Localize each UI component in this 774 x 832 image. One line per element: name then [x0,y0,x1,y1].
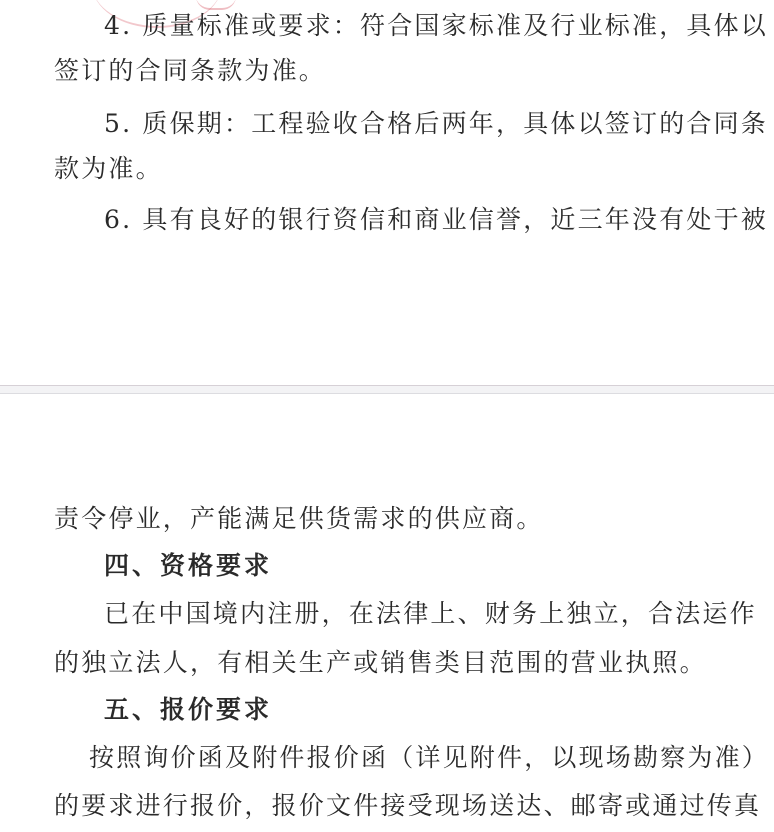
qualification-line-1: 已在中国境内注册，在法律上、财务上独立，合法运作 [104,599,757,628]
document-page-bottom [0,394,774,832]
qualification-line-2: 的独立法人，有相关生产或销售类目范围的营业执照。 [54,648,707,677]
quotation-line-2: 的要求进行报价，报价文件接受现场送达、邮寄或通过传真 [54,791,762,820]
clause-5-line-1: 5. 质保期：工程验收合格后两年，具体以签订的合同条 [104,109,769,138]
clause-4-line-1: 4. 质量标准或要求：符合国家标准及行业标准，具体以 [104,11,769,40]
quotation-line-1: 按照询价函及附件报价函（详见附件，以现场勘察为准） [89,743,770,772]
section-heading-quotation: 五、报价要求 [104,695,273,724]
clause-5-line-2: 款为准。 [54,154,163,183]
clause-6-line-1: 6. 具有良好的银行资信和商业信誉，近三年没有处于被 [104,205,769,234]
document-page-top [0,0,774,385]
clause-4-line-2: 签订的合同条款为准。 [54,56,327,85]
section-heading-qualification: 四、资格要求 [104,551,273,580]
clause-6-line-2: 责令停业，产能满足供货需求的供应商。 [54,504,544,533]
page-separator [0,385,774,394]
